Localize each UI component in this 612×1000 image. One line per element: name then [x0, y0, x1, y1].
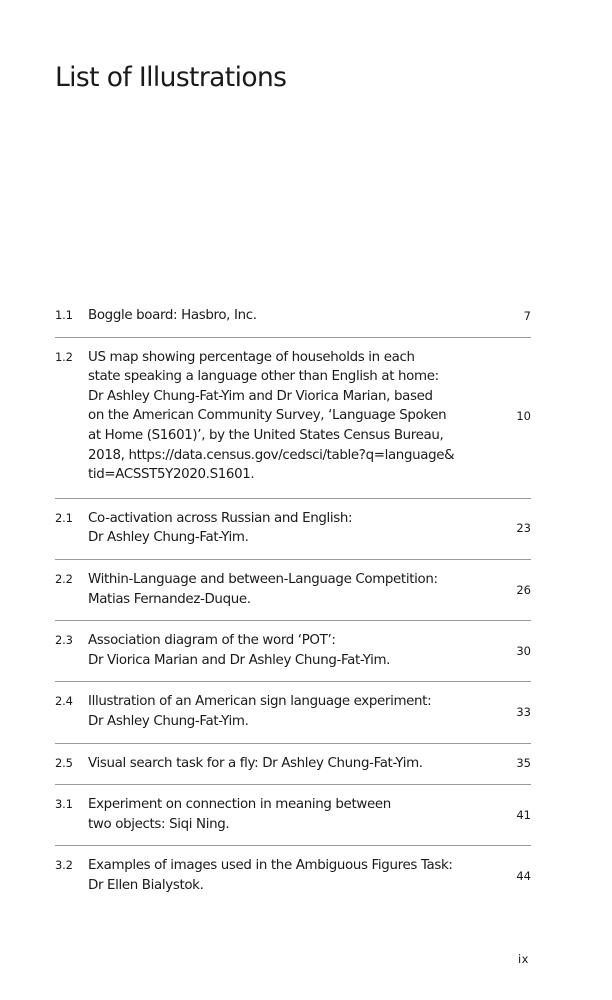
caption-line: Matias Fernandez-Duque. [88, 591, 251, 607]
caption-line: Association diagram of the word ‘POT’: [88, 633, 336, 649]
page-number: 23 [516, 521, 531, 536]
caption-line: two objects: Siqi Ning. [88, 816, 230, 832]
list-item [55, 560, 531, 621]
caption-line: at Home (S1601)’, by the United States Census Bureau, [88, 427, 444, 443]
list-item [55, 785, 531, 846]
caption-line: 2018, https://data.census.gov/cedsci/table?q=language& [88, 447, 455, 463]
caption-line: Dr Ashley Chung-Fat-Yim. [88, 713, 249, 729]
list-item [55, 499, 531, 560]
figure-caption [88, 509, 501, 548]
list-item [55, 338, 531, 499]
caption-line: Examples of images used in the Ambiguous Figures Task: [88, 858, 453, 874]
page-number: 33 [516, 704, 531, 719]
figure-caption [88, 795, 501, 834]
list-item [55, 846, 531, 906]
figure-number: 3.1 [55, 797, 73, 812]
folio-page-number: ix [517, 952, 529, 966]
figure-caption [88, 570, 501, 609]
list-item [55, 682, 531, 743]
page-number: 10 [516, 409, 531, 424]
figure-number: 1.1 [55, 308, 73, 322]
caption-line: Dr Viorica Marian and Dr Ashley Chung-Fat-Yim. [88, 652, 391, 668]
caption-line: Boggle board: Hasbro, Inc. [88, 308, 257, 323]
figure-number: 1.2 [55, 349, 73, 364]
figure-caption [88, 754, 501, 774]
caption-line: Experiment on connection in meaning between [88, 797, 391, 813]
page-number: 35 [516, 756, 531, 771]
figure-caption [88, 692, 501, 731]
figure-number: 2.4 [55, 694, 73, 709]
figure-caption [88, 856, 501, 895]
page-number: 41 [516, 807, 531, 822]
illustrations-list [55, 302, 531, 906]
figure-caption [88, 631, 501, 670]
list-item [55, 302, 531, 338]
caption-line: US map showing percentage of households in each [88, 349, 415, 365]
caption-line: Illustration of an American sign language experiment: [88, 694, 432, 710]
list-item [55, 744, 531, 786]
caption-line: Dr Ellen Bialystok. [88, 877, 204, 893]
figure-number: 2.1 [55, 510, 73, 525]
page-number: 30 [516, 643, 531, 658]
caption-line: Dr Ashley Chung-Fat-Yim and Dr Viorica Marian, based [88, 388, 433, 404]
caption-line: Dr Ashley Chung-Fat-Yim. [88, 530, 249, 546]
page-title: List of Illustrations [55, 62, 287, 93]
caption-line: tid=ACSST5Y2020.S1601. [88, 467, 255, 483]
figure-number: 2.3 [55, 633, 73, 648]
caption-line: state speaking a language other than English at home: [88, 369, 439, 385]
figure-caption [88, 348, 501, 485]
list-item [55, 621, 531, 682]
page-number: 7 [523, 308, 531, 323]
figure-number: 2.5 [55, 755, 73, 770]
caption-line: Within-Language and between-Language Competition: [88, 571, 438, 587]
figure-caption [88, 306, 501, 326]
figure-number: 3.2 [55, 858, 73, 873]
caption-line: Visual search task for a fly: Dr Ashley Chung-Fat-Yim. [88, 755, 423, 771]
page-number: 44 [516, 868, 531, 883]
page-number: 26 [516, 582, 531, 597]
caption-line: Co-activation across Russian and English: [88, 510, 353, 526]
caption-line: on the American Community Survey, ‘Language Spoken [88, 408, 447, 424]
figure-number: 2.2 [55, 571, 73, 586]
